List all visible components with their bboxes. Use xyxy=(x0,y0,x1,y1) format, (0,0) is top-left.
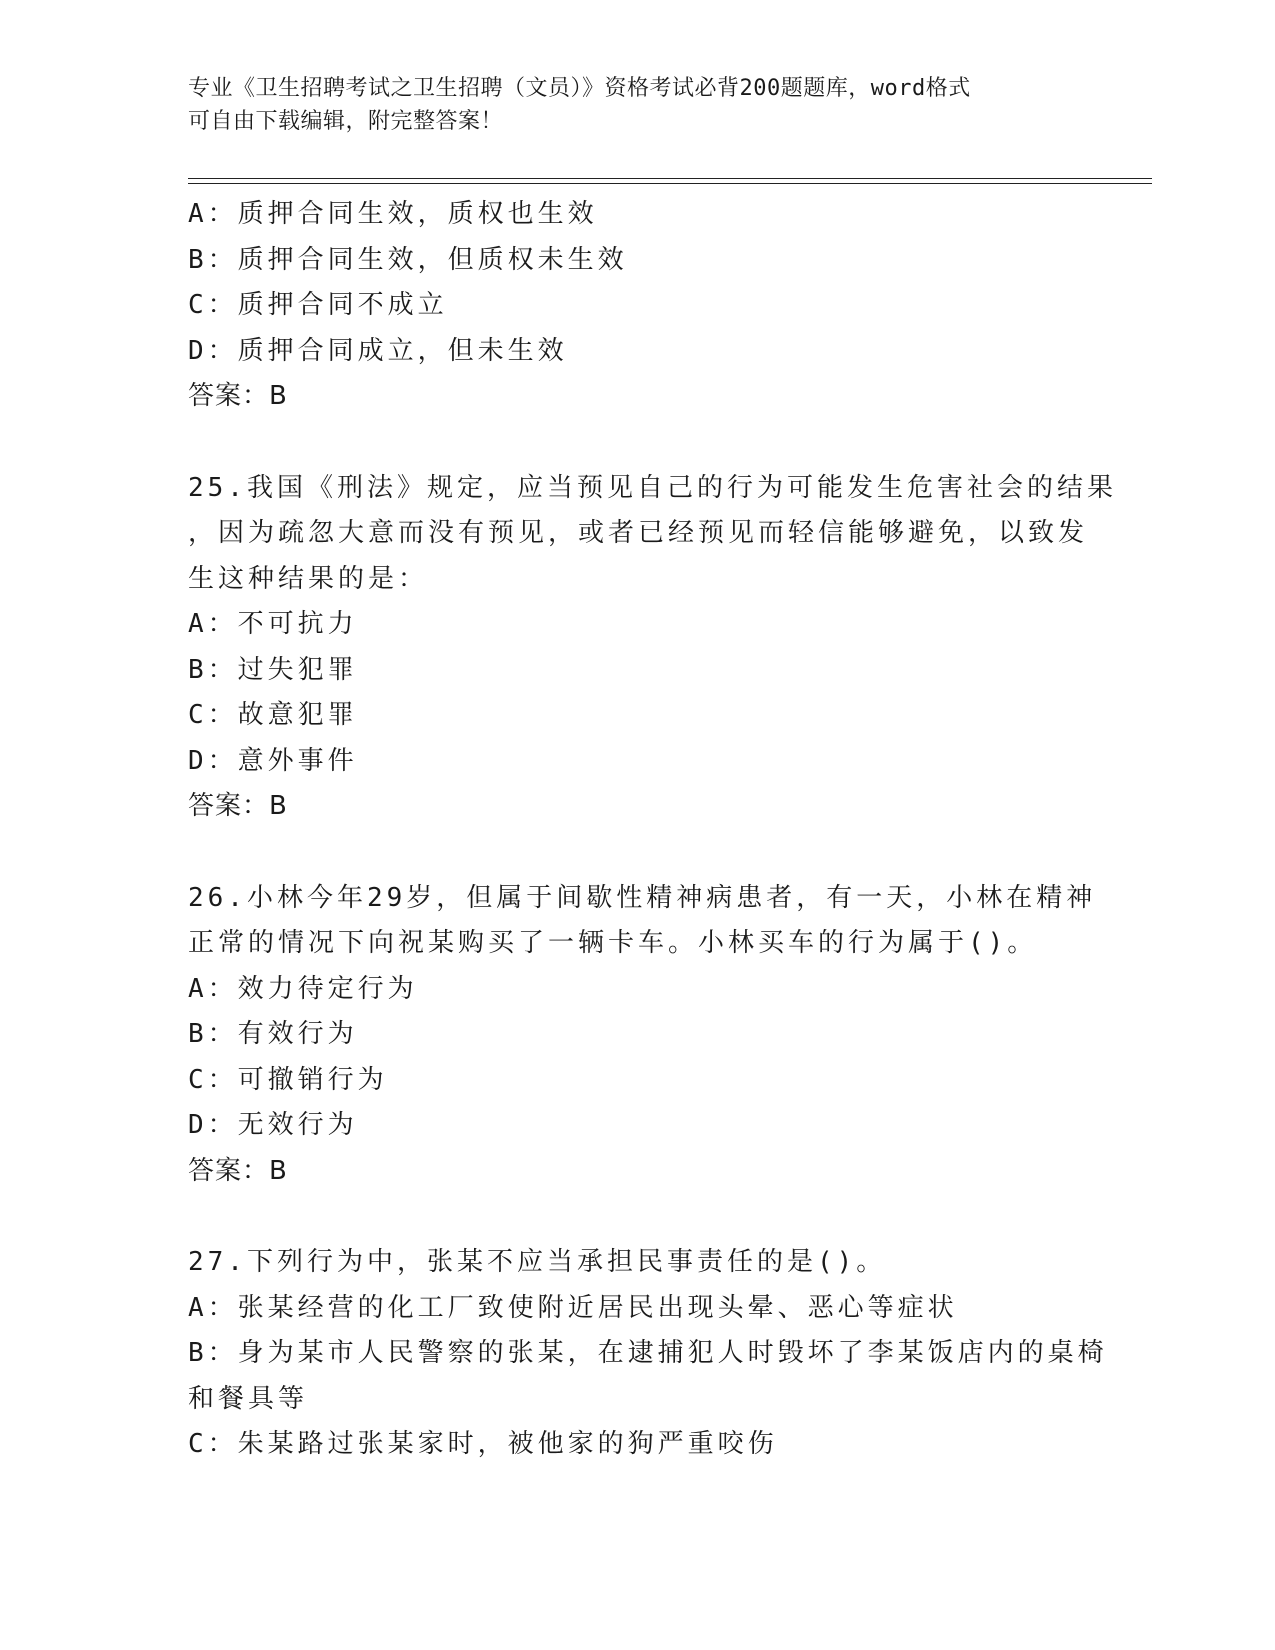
question-stem-line: ，因为疏忽大意而没有预见，或者已经预见而轻信能够避免，以致发 xyxy=(188,518,1089,548)
answer-line: 答案：B xyxy=(188,791,288,821)
question-stem-line: 27.下列行为中，张某不应当承担民事责任的是()。 xyxy=(188,1247,887,1277)
option-d: D：无效行为 xyxy=(188,1110,358,1140)
answer-line: 答案：B xyxy=(188,381,288,411)
question-content xyxy=(188,192,1117,1468)
answer-line: 答案：B xyxy=(188,1155,288,1186)
question-stem-line: 25.我国《刑法》规定，应当预见自己的行为可能发生危害社会的结果 xyxy=(188,472,1117,503)
option-c: C：故意犯罪 xyxy=(188,700,358,730)
option-b-continued: 和餐具等 xyxy=(188,1383,309,1414)
option-c: C：可撤销行为 xyxy=(188,1064,388,1095)
option-a: A：质押合同生效，质权也生效 xyxy=(188,199,598,229)
question-24 xyxy=(188,192,1078,420)
question-stem-line: 生这种结果的是： xyxy=(188,563,429,594)
option-b: B：过失犯罪 xyxy=(188,654,358,685)
header-line-2: 可自由下载编辑，附完整答案！ xyxy=(188,109,504,134)
spacer xyxy=(188,830,1078,876)
header-rule-top xyxy=(188,178,1152,179)
question-26 xyxy=(188,876,1097,1195)
option-d: D：意外事件 xyxy=(188,745,358,776)
spacer xyxy=(188,420,1078,466)
question-27 xyxy=(188,1240,1108,1468)
question-stem-line: 26.小林今年29岁，但属于间歇性精神病患者，有一天，小林在精神 xyxy=(188,882,1097,913)
option-c: C：朱某路过张某家时，被他家的狗严重咬伤 xyxy=(188,1429,778,1459)
option-d: D：质押合同成立，但未生效 xyxy=(188,335,568,366)
option-b: B：质押合同生效，但质权未生效 xyxy=(188,244,628,275)
document-header xyxy=(188,72,1068,138)
option-c: C：质押合同不成立 xyxy=(188,290,448,320)
option-b: B：身为某市人民警察的张某，在逮捕犯人时毁坏了李某饭店内的桌椅 xyxy=(188,1338,1108,1368)
question-stem-line: 正常的情况下向祝某购买了一辆卡车。小林买车的行为属于()。 xyxy=(188,928,1038,958)
option-a: A：不可抗力 xyxy=(188,609,358,639)
option-b: B：有效行为 xyxy=(188,1019,358,1049)
header-line-1: 专业《卫生招聘考试之卫生招聘（文员）》资格考试必背200题题库，word格式 xyxy=(188,76,971,101)
option-a: A：张某经营的化工厂致使附近居民出现头晕、恶心等症状 xyxy=(188,1292,958,1323)
question-25 xyxy=(188,466,1117,830)
header-rule-bottom xyxy=(188,183,1152,184)
option-a: A：效力待定行为 xyxy=(188,973,418,1004)
spacer xyxy=(188,1194,1078,1240)
